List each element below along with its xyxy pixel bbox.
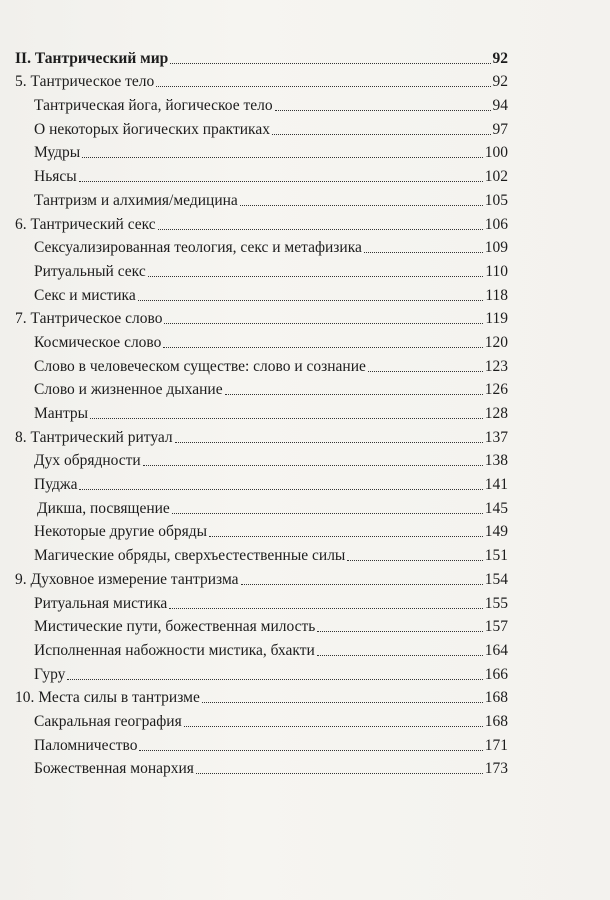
toc-section-entry: [15, 660, 508, 684]
toc-section-entry: [15, 731, 508, 755]
dot-leader: [272, 134, 491, 135]
toc-chapter-entry: [15, 565, 508, 589]
dot-leader: [67, 679, 482, 680]
toc-page-number: 102: [484, 168, 508, 186]
dot-leader: [90, 418, 483, 419]
dot-leader: [364, 252, 483, 253]
toc-page-number: 164: [484, 641, 508, 659]
dot-leader: [241, 584, 483, 585]
toc-page-number: 97: [492, 120, 508, 138]
toc-page-number: 128: [484, 405, 508, 422]
toc-page-number: 123: [484, 357, 508, 375]
dot-leader: [225, 394, 483, 395]
toc-section-entry: [15, 613, 508, 637]
toc-chapter-entry: [15, 68, 508, 92]
toc-entry-title: Некоторые другие обряды: [34, 523, 208, 541]
toc-entry-title: Дикша, посвящение: [37, 499, 170, 517]
dot-leader: [82, 157, 483, 158]
toc-chapter-entry: [15, 210, 508, 234]
dot-leader: [163, 347, 482, 348]
toc-page-number: 173: [484, 760, 508, 778]
toc-page-number: 126: [484, 381, 508, 399]
toc-page-number: 171: [484, 736, 508, 754]
toc-section-entry: [15, 281, 508, 305]
toc-entry-title: Магические обряды, сверхъестественные силы: [34, 547, 346, 565]
toc-section-entry: [15, 636, 508, 660]
toc-entry-title: Сексуализированная теология, секс и метафизика: [34, 239, 362, 257]
toc-entry-title: Тантрическая йога, йогическое тело: [34, 97, 273, 115]
toc-section-entry: [15, 234, 508, 258]
toc-entry-title: 7. Тантрическое слово: [15, 310, 163, 328]
toc-section-entry: [15, 376, 508, 400]
dot-leader: [209, 536, 483, 537]
dot-leader: [79, 489, 482, 490]
toc-entry-title: Дух обрядности: [34, 452, 141, 470]
table-of-contents: [15, 44, 508, 778]
toc-entry-title: II. Тантрический мир: [15, 49, 169, 67]
toc-chapter-entry: [15, 684, 508, 708]
toc-entry-title: Тантризм и алхимия/медицина: [34, 191, 238, 209]
dot-leader: [158, 229, 483, 230]
toc-section-entry: [15, 755, 508, 779]
toc-page-number: 155: [484, 594, 508, 612]
toc-section-entry: [15, 494, 508, 518]
dot-leader: [347, 560, 482, 561]
toc-entry-title: Паломничество: [34, 736, 138, 754]
toc-page-number: 138: [484, 452, 508, 470]
toc-section-entry: [15, 139, 508, 163]
toc-entry-title: Ньясы: [34, 168, 77, 186]
toc-entry-title: Ритуальная мистика: [34, 594, 168, 612]
toc-entry-title: 6. Тантрический секс: [15, 215, 156, 233]
toc-entry-title: 10. Места силы в тантризме: [15, 689, 200, 707]
toc-page-number: 154: [484, 570, 508, 588]
toc-section-entry: [15, 115, 508, 139]
toc-section-entry: [15, 91, 508, 115]
toc-section-entry: [15, 707, 508, 731]
dot-leader: [184, 726, 483, 727]
toc-page-number: 137: [484, 428, 508, 446]
toc-section-entry: [15, 328, 508, 352]
toc-entry-title: Мистические пути, божественная милость: [34, 618, 316, 636]
dot-leader: [175, 442, 483, 443]
toc-section-entry: [15, 589, 508, 613]
toc-entry-title: 9. Духовное измерение тантризма: [15, 570, 239, 588]
toc-page-number: 168: [484, 712, 508, 730]
toc-chapter-entry: [15, 305, 508, 329]
toc-page-number: 100: [484, 144, 508, 162]
toc-section-entry: [15, 352, 508, 376]
toc-page-number: 94: [492, 97, 508, 115]
toc-entry-title: Гуру: [34, 665, 66, 683]
toc-entry-title: Сакральная география: [34, 712, 182, 730]
toc-entry-title: Слово в человеческом существе: слово и сознание: [34, 357, 366, 375]
toc-entry-title: Ритуальный секс: [34, 262, 146, 280]
dot-leader: [172, 513, 483, 514]
dot-leader: [164, 323, 483, 324]
dot-leader: [143, 465, 483, 466]
toc-section-entry: [15, 162, 508, 186]
toc-page-number: 157: [484, 618, 508, 636]
toc-page-number: 110: [485, 262, 508, 280]
toc-section-entry: [15, 257, 508, 281]
toc-page-number: 120: [484, 333, 508, 351]
toc-page-number: 119: [485, 310, 508, 328]
toc-page-number: 149: [484, 523, 508, 541]
dot-leader: [139, 750, 482, 751]
toc-section-entry: [15, 186, 508, 210]
toc-section-entry: [15, 470, 508, 494]
toc-entry-title: Слово и жизненное дыхание: [34, 381, 223, 399]
toc-page-number: 166: [484, 665, 508, 683]
dot-leader: [240, 205, 483, 206]
dot-leader: [138, 300, 484, 301]
toc-entry-title: 8. Тантрический ритуал: [15, 428, 173, 446]
toc-entry-title: О некоторых йогических практиках: [34, 120, 270, 138]
toc-entry-title: Мудры: [34, 144, 81, 162]
dot-leader: [79, 181, 483, 182]
toc-page-number: 105: [484, 191, 508, 209]
dot-leader: [275, 110, 491, 111]
toc-section-entry: [15, 518, 508, 542]
toc-section-entry: [15, 399, 508, 423]
dot-leader: [156, 86, 490, 87]
toc-entry-title: Исполненная набожности мистика, бхакти: [34, 641, 315, 659]
dot-leader: [202, 702, 483, 703]
toc-page-number: 106: [484, 215, 508, 233]
dot-leader: [196, 773, 483, 774]
toc-page-number: 109: [484, 239, 508, 257]
toc-page-number: 151: [484, 547, 508, 565]
toc-part-entry: [15, 44, 508, 68]
toc-entry-title: Космическое слово: [34, 333, 162, 351]
toc-page-number: 168: [484, 689, 508, 707]
dot-leader: [317, 655, 483, 656]
toc-page-number: 118: [485, 286, 508, 304]
toc-chapter-entry: [15, 423, 508, 447]
dot-leader: [169, 608, 482, 609]
toc-section-entry: [15, 541, 508, 565]
toc-entry-title: Мантры: [34, 405, 89, 422]
toc-section-entry: [15, 447, 508, 471]
dot-leader: [317, 631, 482, 632]
dot-leader: [170, 63, 490, 64]
toc-entry-title: Секс и мистика: [34, 286, 136, 304]
toc-page-number: 92: [492, 73, 508, 91]
dot-leader: [368, 371, 483, 372]
toc-entry-title: 5. Тантрическое тело: [15, 73, 155, 91]
dot-leader: [148, 276, 484, 277]
toc-page-number: 141: [484, 476, 508, 494]
toc-entry-title: Пуджа: [34, 476, 78, 494]
toc-entry-title: Божественная монархия: [34, 760, 194, 778]
toc-page-number: 92: [492, 49, 508, 67]
toc-page-number: 145: [484, 499, 508, 517]
